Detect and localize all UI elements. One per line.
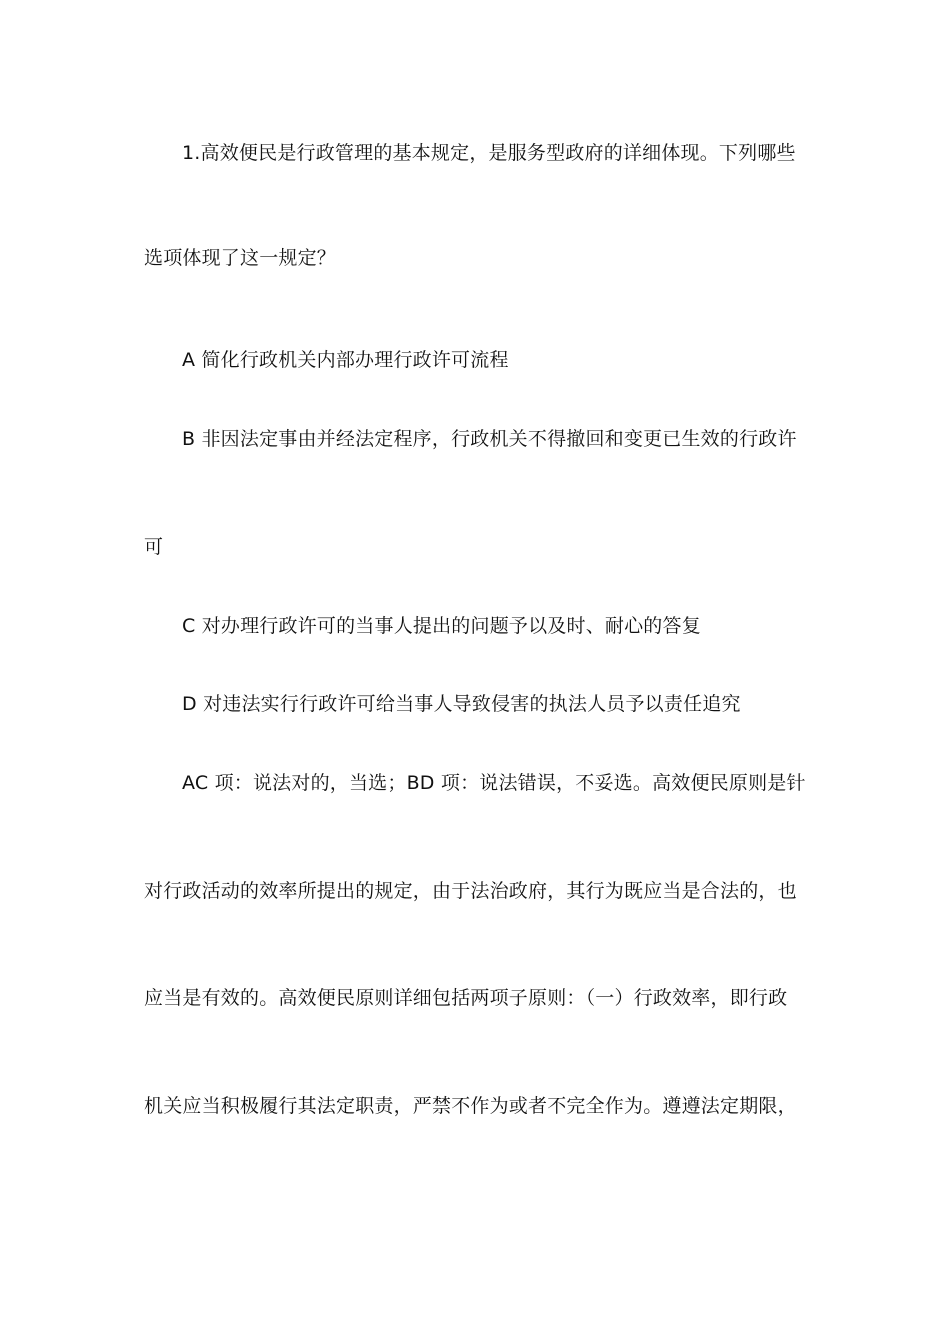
option-b-line-2: 可: [144, 536, 164, 558]
question-line-1: 1.高效便民是行政管理的基本规定，是服务型政府的详细体现。下列哪些: [182, 142, 796, 164]
question-line-2: 选项体现了这一规定？: [144, 247, 337, 269]
option-c: C 对办理行政许可的当事人提出的问题予以及时、耐心的答复: [182, 615, 701, 637]
option-a: A 简化行政机关内部办理行政许可流程: [182, 349, 509, 371]
answer-line-3: 应当是有效的。高效便民原则详细包括两项子原则：（一）行政效率，即行政: [144, 987, 788, 1009]
answer-line-2: 对行政活动的效率所提出的规定，由于法治政府，其行为既应当是合法的，也: [144, 880, 797, 902]
option-d: D 对违法实行行政许可给当事人导致侵害的执法人员予以责任追究: [182, 693, 741, 715]
answer-line-4: 机关应当积极履行其法定职责，严禁不作为或者不完全作为。遵遵法定期限，: [144, 1095, 797, 1117]
answer-line-1: AC 项：说法对的，当选；BD 项：说法错误，不妥选。高效便民原则是针: [182, 772, 806, 794]
option-b-line-1: B 非因法定事由并经法定程序，行政机关不得撤回和变更已生效的行政许: [182, 428, 797, 450]
